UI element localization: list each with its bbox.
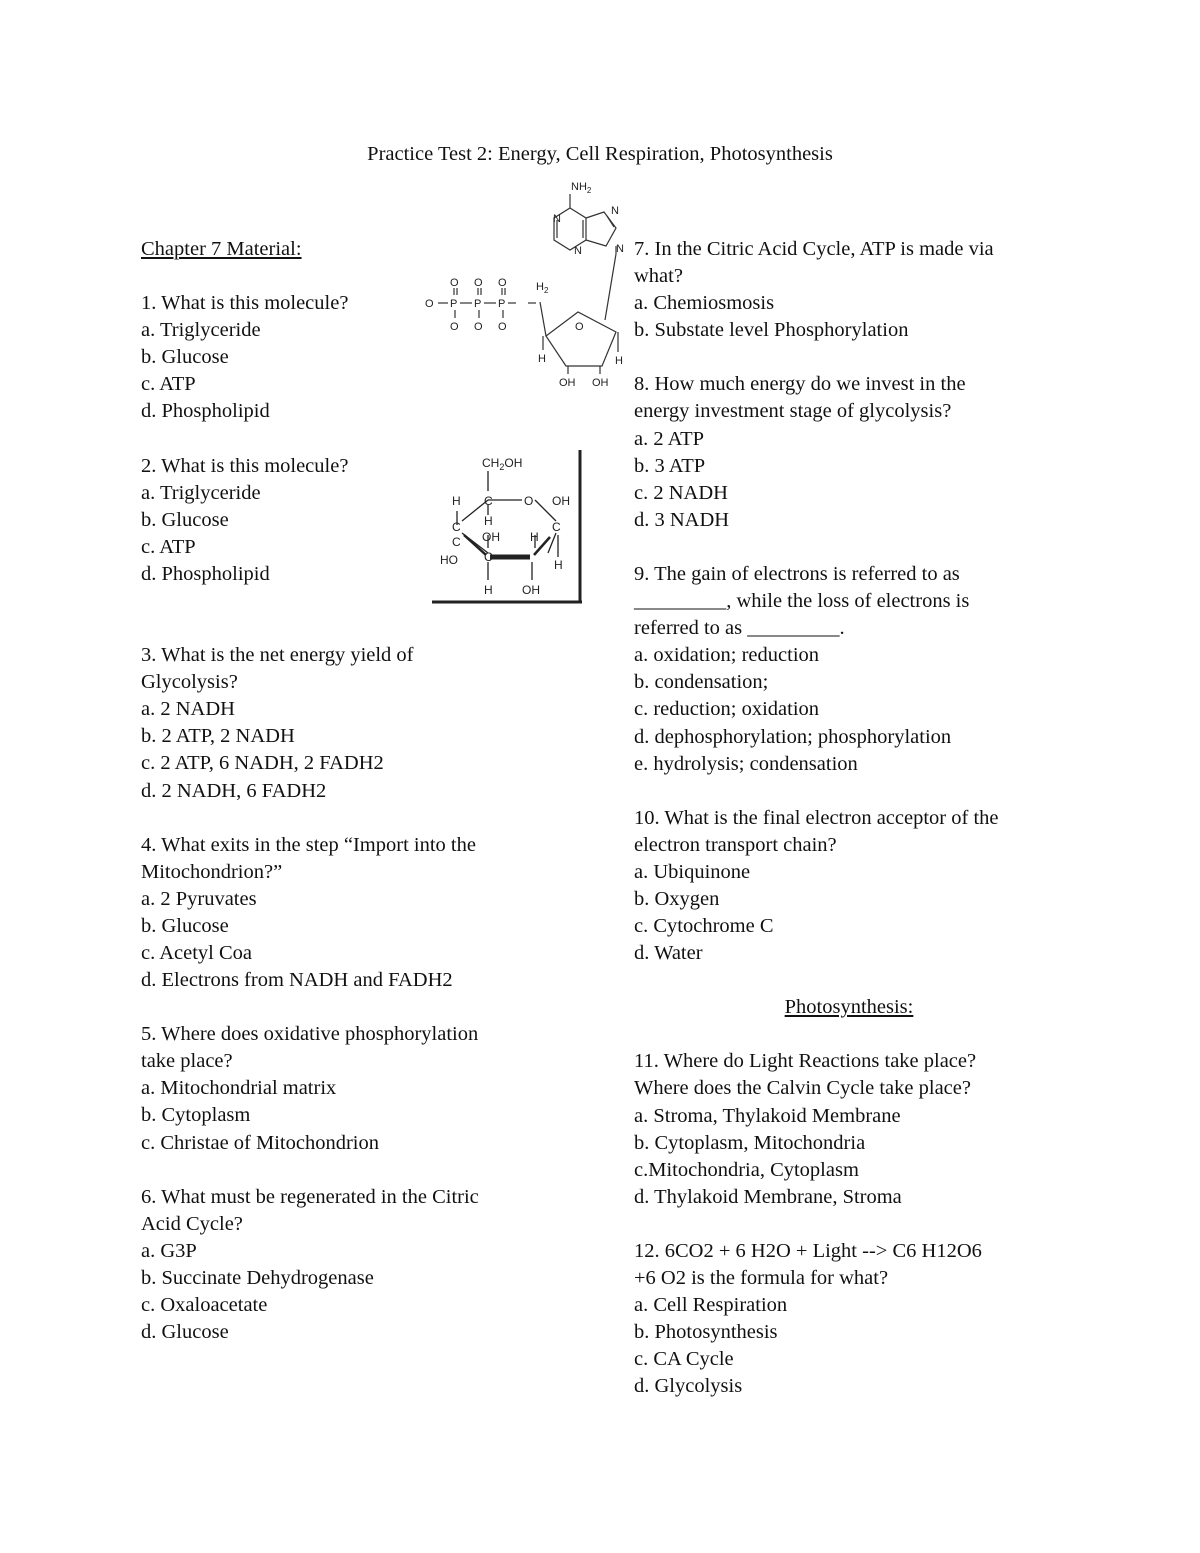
atom-label: P [450, 298, 458, 310]
atom-label: H [484, 583, 493, 597]
question-text: Acid Cycle? [141, 1212, 243, 1235]
atom-label: O [474, 277, 483, 289]
question-6 [141, 1184, 541, 1347]
option: b. Succinate Dehydrogenase [141, 1266, 374, 1289]
option: c. 2 ATP, 6 NADH, 2 FADH2 [141, 752, 384, 775]
option: b. Glucose [141, 508, 229, 531]
option: b. Cytoplasm [141, 1104, 251, 1127]
option: d. Water [634, 942, 703, 965]
atom-label: OH [559, 377, 576, 389]
page-title: Practice Test 2: Energy, Cell Respiration, Photosynthesis [367, 143, 833, 165]
question-text: 4. What exits in the step “Import into the [141, 833, 476, 856]
question-text: 2. What is this molecule? [141, 454, 349, 477]
atom-label: N [553, 213, 561, 225]
question-text: electron transport chain? [634, 833, 837, 856]
option: a. Triglyceride [141, 319, 261, 342]
option: c. Christae of Mitochondrion [141, 1131, 379, 1154]
nh2-label: $NH_2$ [571, 181, 592, 195]
option: e. hydrolysis; condensation [634, 752, 858, 775]
option: a. 2 ATP [634, 427, 705, 450]
option: c. ATP [141, 535, 196, 558]
option: c. 2 NADH [634, 481, 728, 504]
option: c. reduction; oxidation [634, 698, 820, 721]
option: b. Glucose [141, 914, 229, 937]
atp-molecule-diagram [420, 172, 640, 392]
option: a. Chemiosmosis [634, 292, 775, 315]
option: d. Phospholipid [141, 562, 270, 585]
question-text: energy investment stage of glycolysis? [634, 400, 952, 423]
option: b. Substate level Phosphorylation [634, 319, 909, 342]
atom-label: O [425, 298, 434, 310]
section-heading-photosynthesis: Photosynthesis: [784, 996, 914, 1019]
atom-label: C [484, 550, 493, 564]
question-text: referred to as _________. [634, 617, 845, 640]
atom-label: H [554, 558, 563, 572]
question-text: Where does the Calvin Cycle take place? [634, 1077, 971, 1100]
atom-label: H [452, 494, 461, 508]
atom-label: OH [592, 377, 609, 389]
question-9 [634, 561, 1064, 778]
question-3 [141, 642, 541, 805]
question-text: Glycolysis? [141, 671, 238, 694]
option: b. Photosynthesis [634, 1321, 778, 1344]
option: b. 2 ATP, 2 NADH [141, 725, 295, 748]
option: a. Ubiquinone [634, 860, 751, 883]
atom-label: C [452, 535, 461, 549]
option: d. Thylakoid Membrane, Stroma [634, 1185, 902, 1208]
option: a. 2 NADH [141, 698, 235, 721]
question-text: what? [634, 265, 683, 288]
option: d. Glucose [141, 1321, 229, 1344]
section-heading-photosynthesis-wrap [634, 994, 1064, 1021]
question-text: 12. 6CO2 + 6 H2O + Light --> C6 H12O6 [634, 1239, 982, 1262]
question-text: +6 O2 is the formula for what? [634, 1267, 889, 1289]
option: d. 2 NADH, 6 FADH2 [141, 779, 327, 802]
question-text: _________, while the loss of electrons is [634, 590, 970, 613]
ch2oh-label: $CH_2OH$ [482, 456, 523, 472]
option: d. Phospholipid [141, 400, 270, 423]
question-text: 3. What is the net energy yield of [141, 644, 414, 667]
atom-label: O [474, 321, 483, 333]
question-8 [634, 371, 1064, 534]
atom-label: H [530, 530, 539, 544]
question-text: 6. What must be regenerated in the Citric [141, 1185, 479, 1208]
option: c.Mitochondria, Cytoplasm [634, 1158, 859, 1181]
atom-label: C [452, 520, 461, 534]
option: b. Glucose [141, 346, 229, 369]
atom-label: O [524, 494, 534, 508]
right-column [634, 236, 1064, 1400]
option: a. G3P [141, 1239, 197, 1262]
atom-label: O [498, 321, 507, 333]
ch2-label: $H_2$ [536, 281, 549, 295]
atom-label: HO [440, 553, 458, 567]
atom-label: N [611, 205, 619, 217]
option: c. Oxaloacetate [141, 1294, 268, 1316]
option: a. oxidation; reduction [634, 644, 820, 667]
atom-label: O [450, 321, 459, 333]
option: c. Acetyl Coa [141, 941, 253, 964]
question-text: Mitochondrion?” [141, 860, 283, 883]
option: a. Mitochondrial matrix [141, 1077, 337, 1100]
option: c. Cytochrome C [634, 915, 774, 938]
question-text: 7. In the Citric Acid Cycle, ATP is made via [634, 238, 994, 260]
question-7 [634, 236, 1064, 344]
question-10 [634, 805, 1064, 968]
question-4 [141, 832, 541, 995]
question-text: 8. How much energy do we invest in the [634, 373, 966, 396]
question-text: 10. What is the final electron acceptor of the [634, 806, 999, 829]
option: d. Electrons from NADH and FADH2 [141, 969, 453, 992]
glucose-molecule-diagram [430, 445, 590, 610]
atom-label: OH [522, 583, 540, 597]
question-5 [141, 1021, 541, 1156]
option: a. 2 Pyruvates [141, 887, 257, 910]
option: b. 3 ATP [634, 454, 706, 477]
option: b. Oxygen [634, 887, 720, 910]
option: b. Cytoplasm, Mitochondria [634, 1131, 866, 1154]
option: d. 3 NADH [634, 508, 730, 531]
atom-label: H [538, 353, 546, 365]
question-12 [634, 1238, 1064, 1401]
option: c. ATP [141, 373, 196, 396]
atom-label: N [574, 245, 582, 257]
atom-label: P [498, 298, 506, 310]
option: d. dephosphorylation; phosphorylation [634, 725, 952, 748]
option: c. CA Cycle [634, 1348, 734, 1371]
atom-label: OH [552, 494, 570, 508]
atom-label: O [498, 277, 507, 289]
atom-label: N [616, 243, 624, 255]
question-text: 11. Where do Light Reactions take place? [634, 1050, 977, 1073]
option: b. condensation; [634, 671, 769, 694]
atom-label: H [484, 514, 493, 528]
atom-label: P [474, 298, 482, 310]
option: d. Glycolysis [634, 1375, 743, 1398]
option: a. Triglyceride [141, 481, 261, 504]
left-column [141, 236, 541, 1346]
option: a. Cell Respiration [634, 1294, 788, 1317]
atom-label: H [615, 355, 623, 367]
question-text: 9. The gain of electrons is referred to as [634, 562, 960, 585]
option: a. Stroma, Thylakoid Membrane [634, 1104, 901, 1127]
atom-label: O [450, 277, 459, 289]
atom-label: C [552, 520, 561, 534]
atom-label: O [575, 321, 584, 333]
section-heading-chapter-7: Chapter 7 Material: [141, 238, 302, 260]
atom-label: C [484, 494, 493, 508]
question-11 [634, 1048, 1064, 1211]
question-text: take place? [141, 1050, 233, 1073]
atom-label: OH [482, 530, 500, 544]
question-text: 1. What is this molecule? [141, 292, 349, 315]
question-text: 5. Where does oxidative phosphorylation [141, 1023, 479, 1046]
